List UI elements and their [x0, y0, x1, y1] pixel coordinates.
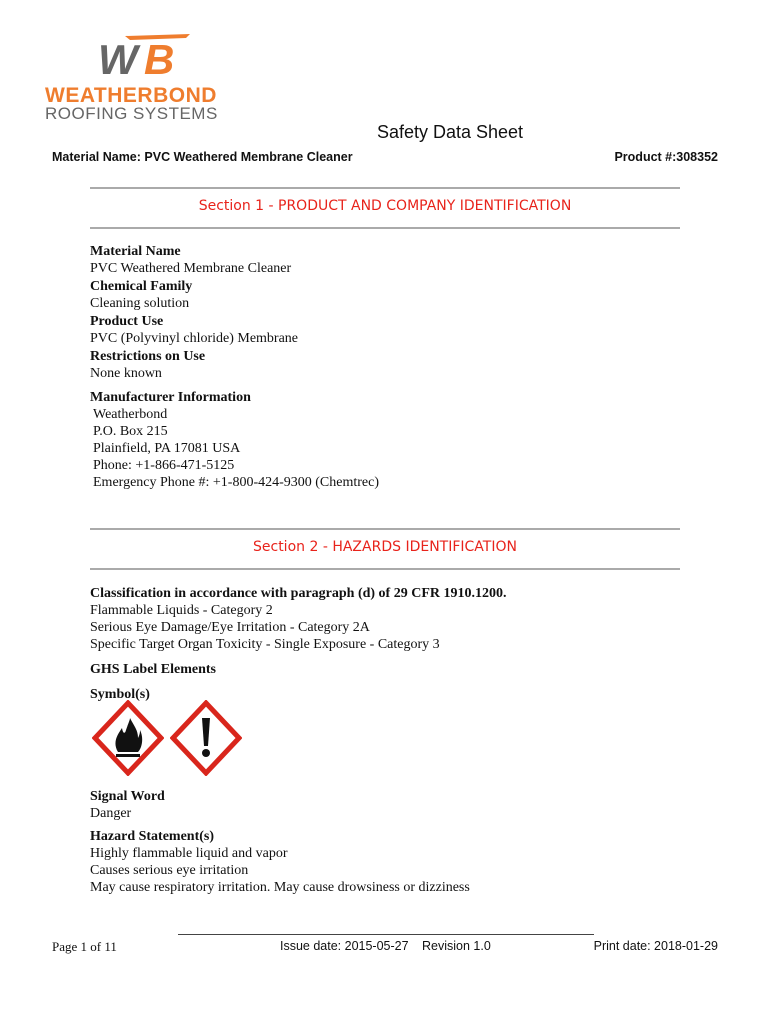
- field-value: PVC (Polyvinyl chloride) Membrane: [90, 331, 299, 346]
- page-number: Page 1 of 11: [52, 939, 117, 954]
- section2-content: [90, 585, 507, 703]
- page-title: Safety Data Sheet: [376, 122, 524, 142]
- hazard-statement: May cause respiratory irritation. May cause drowsiness or dizziness: [90, 880, 470, 895]
- manufacturer-line: Phone: +1-866-471-5125: [93, 458, 235, 473]
- symbols-label: Symbol(s): [90, 687, 150, 702]
- product-number: Product #:308352: [614, 150, 718, 164]
- field-label: Restrictions on Use: [90, 349, 206, 364]
- hazard-statements-label: Hazard Statement(s): [90, 829, 215, 844]
- svg-text:W: W: [98, 36, 138, 78]
- hazard-statement: Highly flammable liquid and vapor: [90, 846, 288, 861]
- manufacturer-line: Weatherbond: [93, 407, 168, 422]
- divider: [90, 187, 680, 189]
- classification-label: Classification in accordance with paragraph (d) of 29 CFR 1910.1200.: [90, 586, 507, 601]
- manufacturer-line: P.O. Box 215: [93, 424, 168, 439]
- print-date: Print date: 2018-01-29: [593, 939, 718, 953]
- material-name-header: Material Name: PVC Weathered Membrane Cleaner: [52, 150, 353, 164]
- revision: Revision 1.0: [422, 939, 491, 953]
- footer-rule: [178, 934, 594, 935]
- section2-heading: Section 2 - HAZARDS IDENTIFICATION: [253, 539, 517, 555]
- divider: [90, 227, 680, 229]
- divider: [90, 568, 680, 570]
- manufacturer-line: Plainfield, PA 17081 USA: [93, 441, 241, 456]
- brand-tagline: ROOFING SYSTEMS: [45, 104, 218, 123]
- section1-heading: Section 1 - PRODUCT AND COMPANY IDENTIFICATION: [198, 198, 572, 214]
- issue-date: Issue date: 2015-05-27: [280, 939, 409, 953]
- signal-word-label: Signal Word: [90, 789, 165, 804]
- field-value: Cleaning solution: [90, 296, 190, 311]
- signal-and-hazards: [90, 788, 470, 896]
- manufacturer-label: Manufacturer Information: [90, 390, 251, 405]
- field-label: Chemical Family: [90, 279, 193, 294]
- brand-name: WEATHERBOND: [45, 84, 217, 107]
- wb-logo-mark: [90, 34, 200, 78]
- exclamation-icon: [170, 700, 242, 776]
- classification-item: Specific Target Organ Toxicity - Single Exposure - Category 3: [90, 637, 440, 652]
- manufacturer-line: Emergency Phone #: +1-800-424-9300 (Chemtrec): [93, 475, 380, 490]
- classification-item: Flammable Liquids - Category 2: [90, 603, 273, 618]
- field-label: Product Use: [90, 314, 164, 329]
- classification-item: Serious Eye Damage/Eye Irritation - Category 2A: [90, 620, 370, 635]
- ghs-label: GHS Label Elements: [90, 662, 217, 677]
- field-value: None known: [90, 366, 162, 381]
- field-label: Material Name: [90, 244, 181, 259]
- section1-content: [90, 243, 379, 491]
- signal-word: Danger: [90, 806, 132, 821]
- field-value: PVC Weathered Membrane Cleaner: [90, 261, 292, 276]
- flame-icon: [92, 700, 164, 776]
- svg-text:B: B: [144, 36, 175, 78]
- divider: [90, 528, 680, 530]
- hazard-statement: Causes serious eye irritation: [90, 863, 249, 878]
